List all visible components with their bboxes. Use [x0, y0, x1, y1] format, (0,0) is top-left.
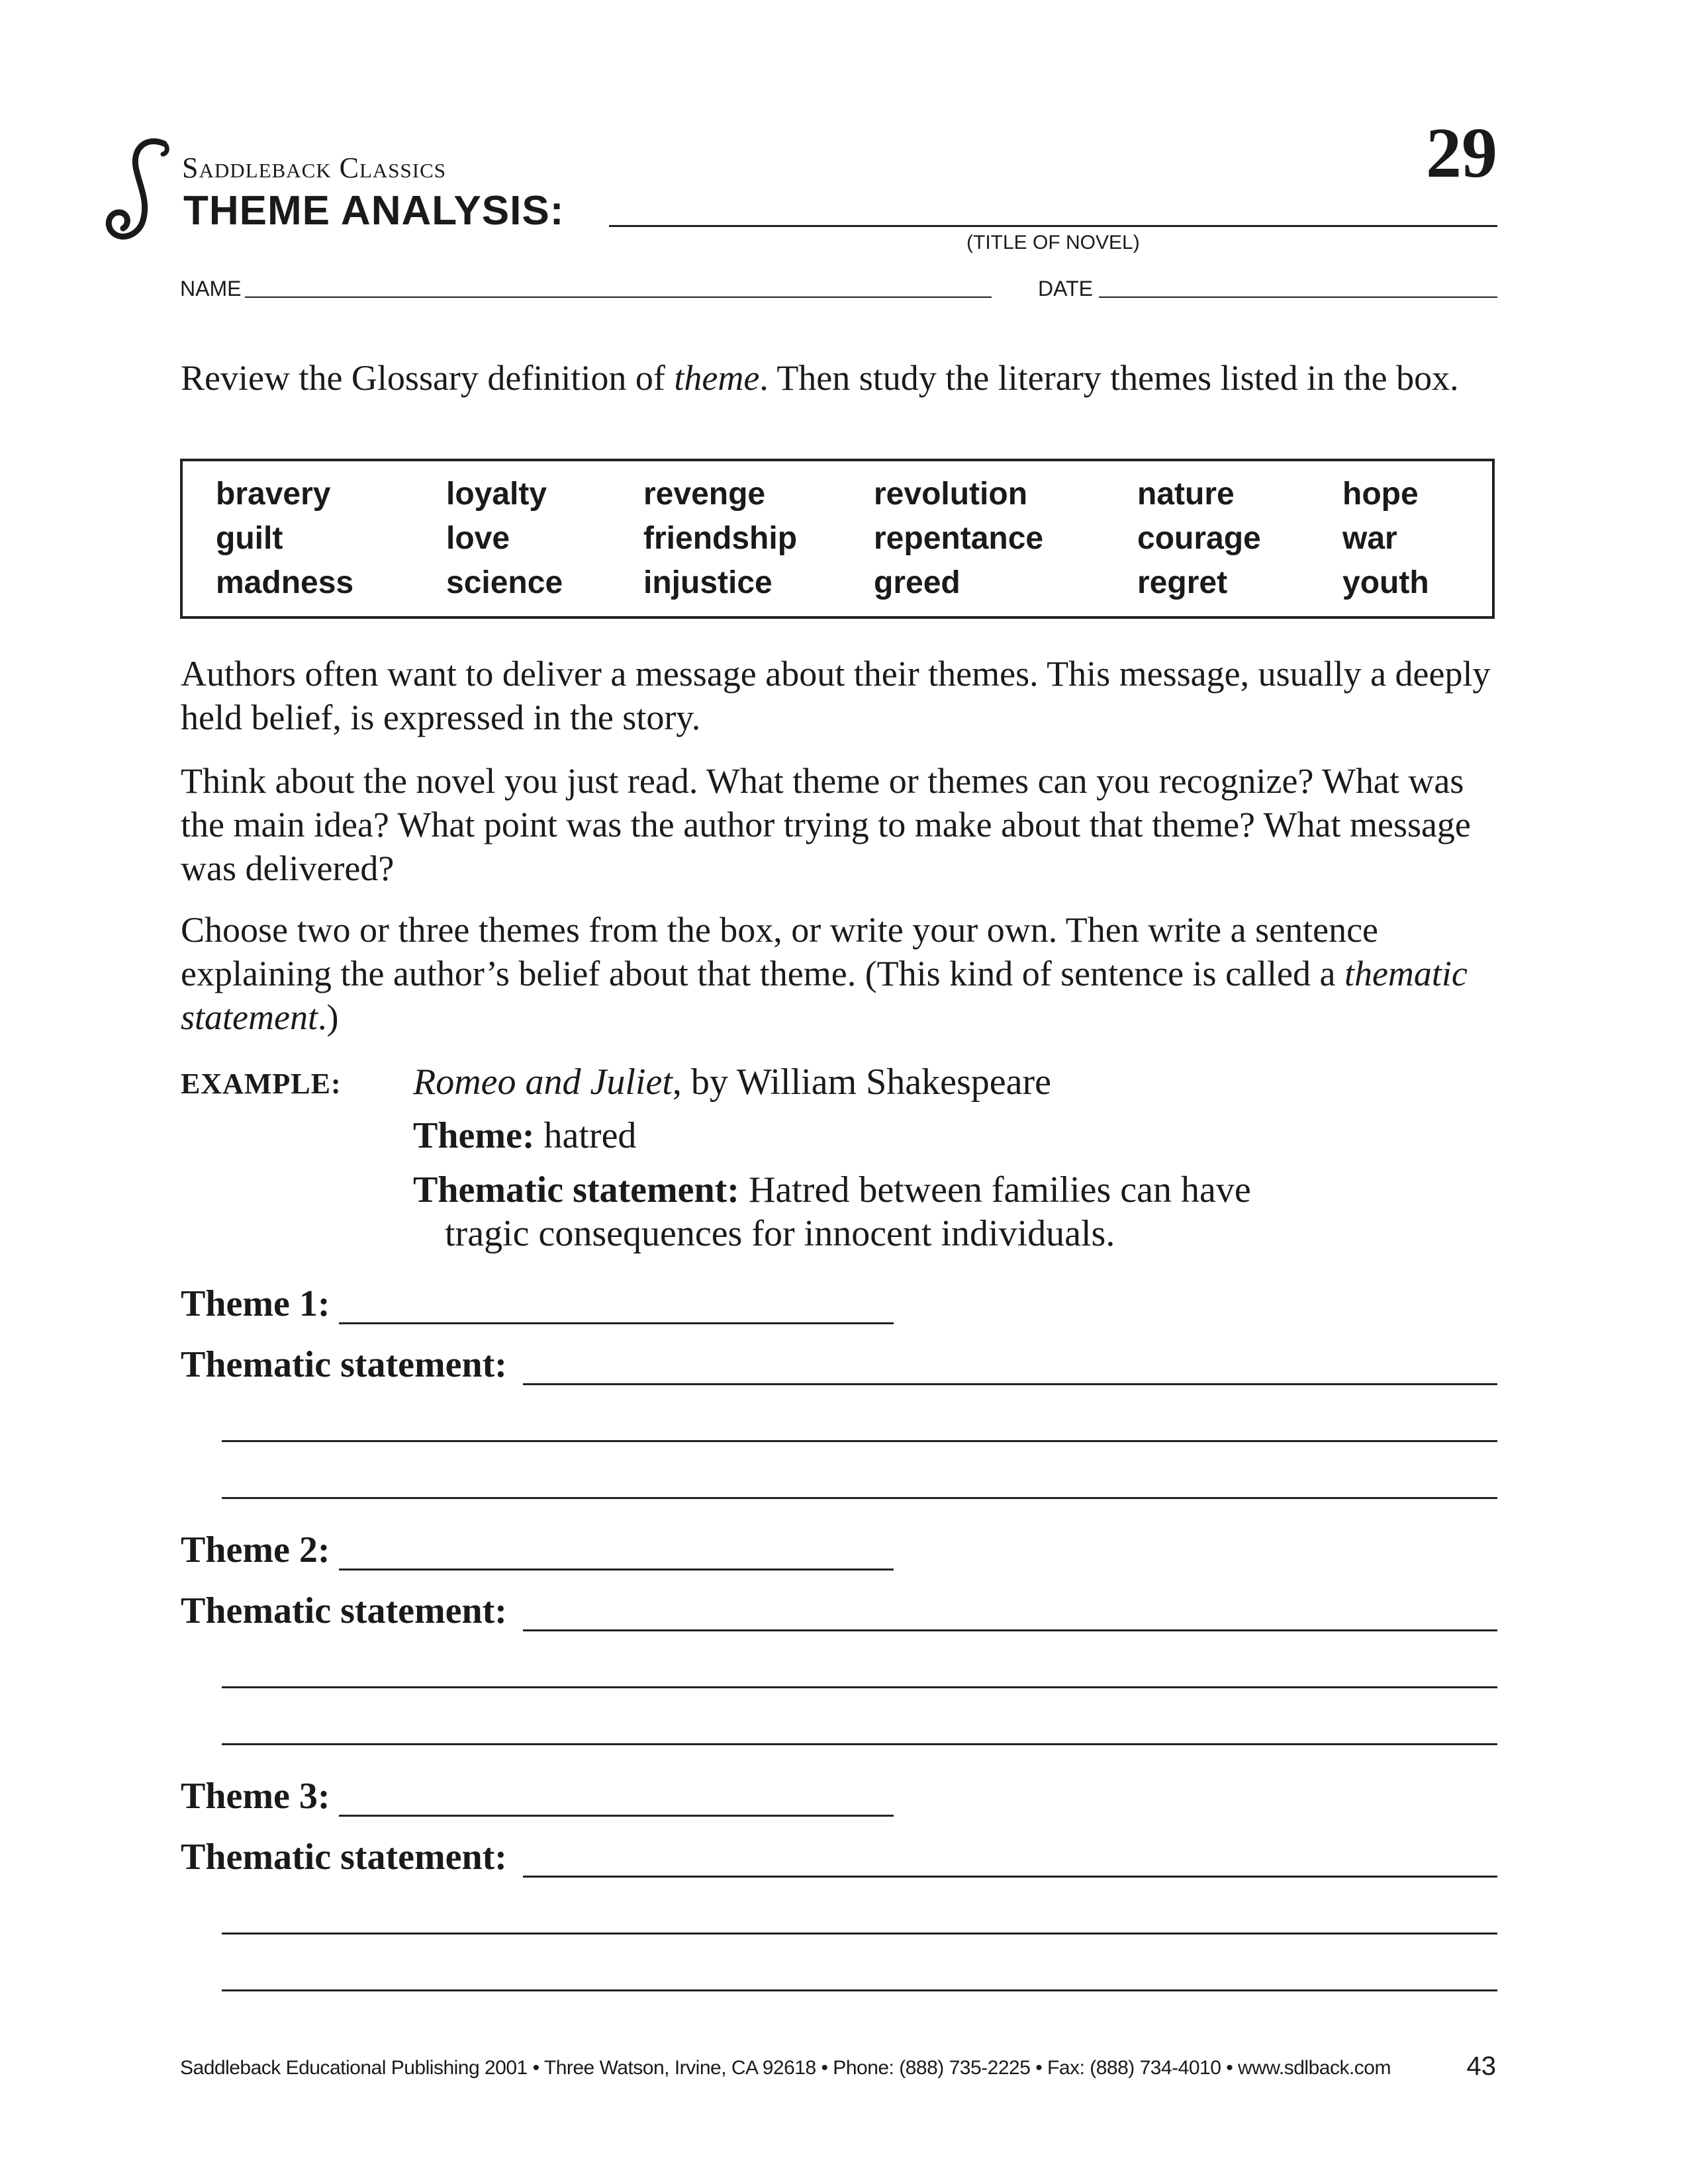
- theme-1-field[interactable]: [339, 1322, 894, 1324]
- theme-word: war: [1342, 521, 1397, 556]
- theme-column: [643, 472, 797, 605]
- theme-word: guilt: [216, 521, 283, 556]
- theme-3-label: Theme 3:: [181, 1776, 330, 1817]
- example-label: EXAMPLE:: [181, 1068, 342, 1100]
- statement-2-line-2[interactable]: [222, 1686, 1497, 1688]
- theme-word: hope: [1342, 477, 1419, 512]
- theme-word: greed: [874, 565, 961, 600]
- themes-box: [180, 459, 1495, 619]
- example-statement-continued: tragic consequences for innocent individuals.: [445, 1213, 1115, 1254]
- date-label: DATE: [1038, 277, 1093, 300]
- statement-2-field[interactable]: [523, 1629, 1497, 1631]
- theme-word: bravery: [216, 477, 331, 512]
- theme-word: nature: [1137, 477, 1235, 512]
- theme-1-label: Theme 1:: [181, 1283, 330, 1324]
- theme-column: [874, 472, 1043, 605]
- name-field[interactable]: [245, 296, 992, 298]
- sheet-title: THEME ANALYSIS:: [183, 188, 565, 234]
- novel-title-field[interactable]: [609, 225, 1497, 227]
- page-number: 43: [1466, 2052, 1496, 2081]
- novel-title-caption: (TITLE OF NOVEL): [966, 232, 1140, 253]
- statement-2-label: Thematic statement:: [181, 1590, 507, 1631]
- statement-3-line-3[interactable]: [222, 1989, 1497, 1991]
- date-field[interactable]: [1099, 296, 1497, 298]
- theme-2-field[interactable]: [339, 1569, 894, 1570]
- theme-word: youth: [1342, 565, 1429, 600]
- theme-word: revenge: [643, 477, 766, 512]
- theme-column: [1342, 472, 1429, 605]
- statement-1-line-2[interactable]: [222, 1440, 1497, 1442]
- statement-3-field[interactable]: [523, 1876, 1497, 1878]
- statement-1-line-3[interactable]: [222, 1497, 1497, 1499]
- theme-word: regret: [1137, 565, 1228, 600]
- theme-column: [446, 472, 563, 605]
- theme-word: loyalty: [446, 477, 547, 512]
- theme-column: [1137, 472, 1261, 605]
- questions-paragraph: Think about the novel you just read. What theme or themes can you recognize? What was the main idea? What point was the author trying to make about that theme? What message was delivered?: [181, 761, 1471, 888]
- worksheet-number: 29: [1426, 114, 1497, 193]
- theme-column: [216, 472, 353, 605]
- theme-word: science: [446, 565, 563, 600]
- theme-word: injustice: [643, 565, 773, 600]
- theme-3-field[interactable]: [339, 1815, 894, 1817]
- example-theme: Theme: hatred: [413, 1115, 637, 1156]
- statement-3-line-2[interactable]: [222, 1933, 1497, 1934]
- example-work: Romeo and Juliet, by William Shakespeare: [413, 1062, 1052, 1103]
- example-statement: Thematic statement: Hatred between families can have: [413, 1169, 1251, 1210]
- message-paragraph: Authors often want to deliver a message about their themes. This message, usually a deeply held belief, is expressed in the story.: [181, 654, 1491, 737]
- instructions-paragraph: Choose two or three themes from the box, or write your own. Then write a sentence explaining the author’s belief about that theme. (This kind of sentence is called a thematic statement.): [181, 910, 1468, 1037]
- brand-name: Saddleback Classics: [182, 152, 447, 184]
- statement-3-label: Thematic statement:: [181, 1837, 507, 1878]
- statement-1-field[interactable]: [523, 1383, 1497, 1385]
- statement-1-label: Thematic statement:: [181, 1344, 507, 1385]
- theme-word: repentance: [874, 521, 1044, 556]
- theme-word: revolution: [874, 477, 1028, 512]
- theme-word: madness: [216, 565, 354, 600]
- theme-word: courage: [1137, 521, 1261, 556]
- intro-paragraph: Review the Glossary definition of theme. Then study the literary themes listed in the box.: [181, 358, 1459, 398]
- theme-word: friendship: [643, 521, 798, 556]
- publisher-footer: Saddleback Educational Publishing 2001 • Three Watson, Irvine, CA 92618 • Phone: (888) 735-2225 • Fax: (888) 734-4010 • www.sdlback.com: [180, 2057, 1391, 2079]
- name-label: NAME: [180, 277, 242, 300]
- statement-2-line-3[interactable]: [222, 1743, 1497, 1745]
- theme-2-label: Theme 2:: [181, 1529, 330, 1570]
- saddleback-logo-icon: [99, 136, 179, 245]
- theme-word: love: [446, 521, 510, 556]
